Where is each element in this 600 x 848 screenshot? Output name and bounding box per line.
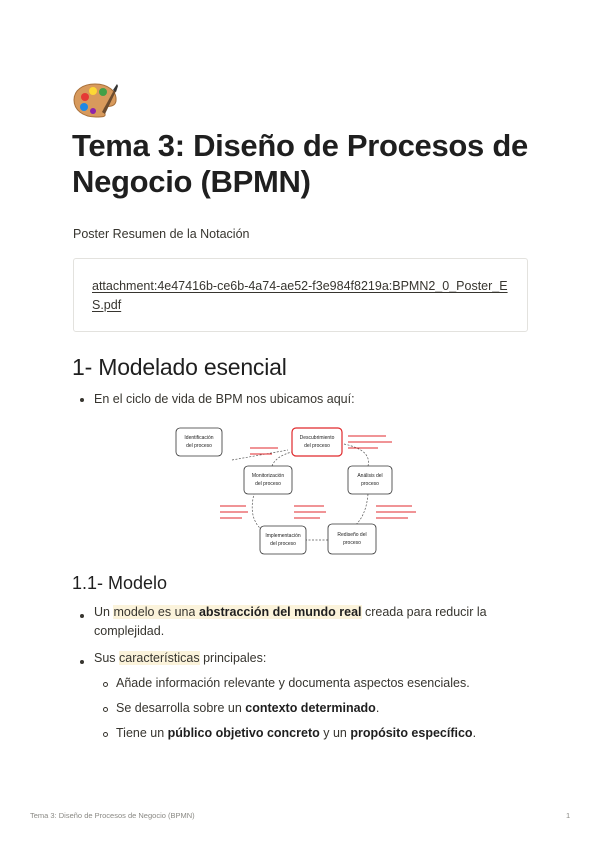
sub-bullet-ring [103, 732, 108, 737]
sub-list-item: Se desarrolla sobre un contexto determinado. [116, 701, 380, 715]
diagram-box-implementacion [260, 526, 306, 554]
list-item: En el ciclo de vida de BPM nos ubicamos aquí: [94, 392, 355, 406]
diagram-label: del proceso [270, 541, 296, 547]
diagram-label: del proceso [255, 481, 281, 487]
diagram-label: del proceso [186, 443, 212, 449]
diagram-label: Monitorización [251, 473, 285, 479]
attachment-link[interactable]: attachment:4e47416b-ce6b-4a74-ae52-f3e984f8219a:BPMN2_0_Poster_ES.pdf [92, 279, 508, 312]
page-subtitle: Poster Resumen de la Notación [73, 227, 250, 241]
diagram-box-rediseno [328, 524, 376, 554]
sub-bullet-ring [103, 707, 108, 712]
section-heading-modelo: 1.1- Modelo [72, 573, 168, 593]
bullet-dot [80, 614, 84, 618]
artist-palette-icon [72, 82, 118, 118]
footer-title: Tema 3: Diseño de Procesos de Negocio (BPMN) [30, 811, 195, 820]
bullet-dot [80, 660, 84, 664]
diagram-box-descubrimiento [292, 428, 342, 456]
attachment-block[interactable] [73, 258, 528, 332]
diagram-box-identificacion [176, 428, 222, 456]
list-item: Un modelo es una abstracción del mundo real creada para reducir la complejidad. [94, 605, 487, 638]
bpm-lifecycle-diagram [172, 422, 428, 556]
sub-bullet-ring [103, 682, 108, 687]
bullet-dot [80, 398, 84, 402]
sub-list-item: Tiene un público objetivo concreto y un propósito específico. [116, 726, 477, 740]
diagram-label: Análisis del [357, 473, 383, 479]
sub-list-item: Añade información relevante y documenta aspectos esenciales. [116, 676, 470, 690]
diagram-label: proceso [361, 481, 379, 487]
diagram-label: proceso [343, 540, 361, 546]
page-title: Tema 3: Diseño de Procesos de Negocio (BPMN) [72, 128, 528, 199]
section-heading-modelado: 1- Modelado esencial [72, 354, 287, 380]
diagram-box-analisis [348, 466, 392, 494]
diagram-label: Identificación [184, 435, 214, 441]
page-number: 1 [566, 811, 571, 820]
diagram-box-monitorizacion [244, 466, 292, 494]
diagram-label: Descubrimiento [299, 435, 335, 441]
list-item: Sus características principales: [94, 651, 267, 665]
diagram-label: Implementación [265, 533, 301, 539]
diagram-label: del proceso [304, 443, 330, 449]
diagram-label: Rediseño del [337, 532, 367, 538]
